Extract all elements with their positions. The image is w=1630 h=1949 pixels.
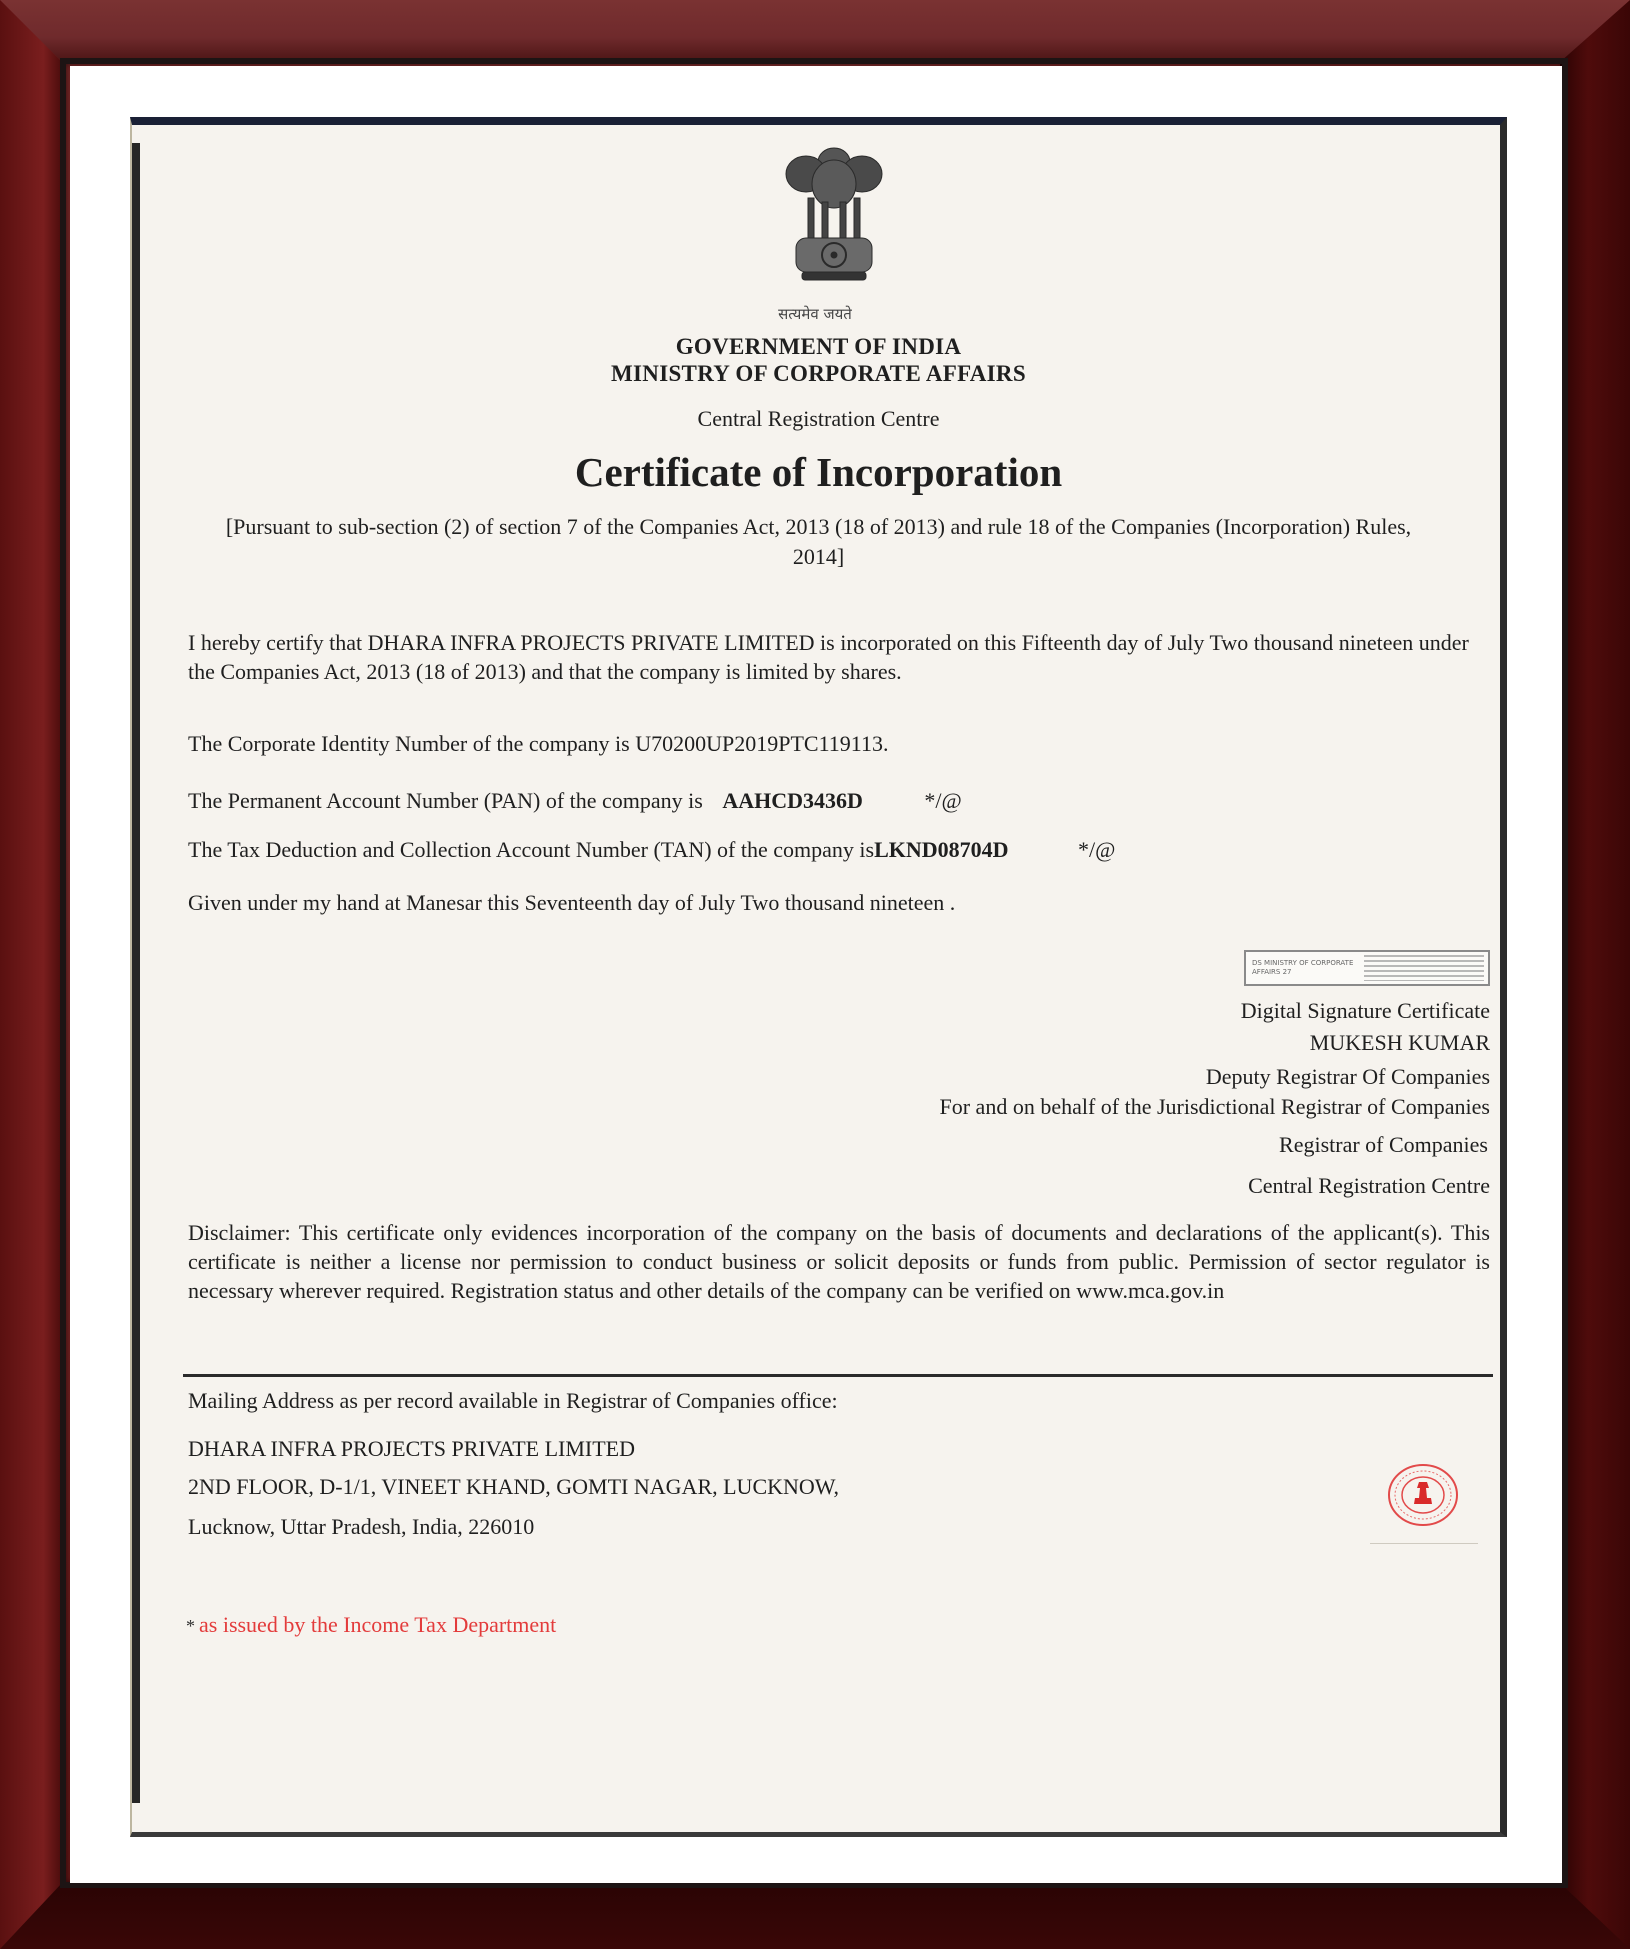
paper-left-bar [132, 143, 140, 1803]
frame-bottom-edge [0, 1883, 1630, 1949]
pan-marker: */@ [924, 788, 962, 813]
signature-details-text [1364, 955, 1484, 981]
seal-underline [1370, 1543, 1478, 1544]
certification-statement: I hereby certify that DHARA INFRA PROJECTS PRIVATE LIMITED is incorporated on this Fifteenth day of July Two thousand nineteen under the Companies Act, 2013 (18 of 2013) and that the company is limited by shares. [188, 630, 1469, 684]
section-divider [183, 1374, 1493, 1377]
digital-signature-box [1244, 950, 1490, 986]
tan-marker: */@ [1078, 837, 1116, 862]
given-statement: Given under my hand at Manesar this Seventeenth day of July Two thousand nineteen . [188, 890, 956, 915]
address-line-2: 2ND FLOOR, D-1/1, VINEET KHAND, GOMTI NAGAR, LUCKNOW, [188, 1474, 840, 1499]
certificate-title: Certificate of Incorporation [574, 449, 1063, 495]
national-emblem-icon [778, 140, 890, 300]
cin-value: U70200UP2019PTC119113. [635, 731, 889, 756]
footnote [186, 1612, 556, 1638]
cin-label: The Corporate Identity Number of the company is [188, 731, 636, 756]
signature-centre: Central Registration Centre [1248, 1173, 1490, 1198]
official-seal-icon [1386, 1462, 1460, 1528]
address-line-3: Lucknow, Uttar Pradesh, India, 226010 [188, 1514, 535, 1539]
signature-certificate-label: Digital Signature Certificate [1240, 998, 1490, 1023]
signature-box-label: DS MINISTRY OF CORPORATE AFFAIRS 27 [1252, 959, 1354, 976]
ministry-heading: MINISTRY OF CORPORATE AFFAIRS [611, 361, 1026, 386]
registrar-label: Registrar of Companies [1279, 1132, 1488, 1157]
disclaimer: Disclaimer: This certificate only evidences incorporation of the company on the basis of documents and declarations of the applicant(s). This certificate is neither a license nor permission to conduct business or solicit deposits or funds from public. Permission of sector regulator is necessary wherever required. Registration status and other details of the company can be verified on www.mca.gov.in [188, 1220, 1490, 1303]
tan-line [188, 835, 1490, 864]
footnote-text: as issued by the Income Tax Department [199, 1612, 557, 1637]
footnote-star: * [186, 1616, 195, 1636]
tan-value: LKND08704D [874, 837, 1009, 862]
motto: सत्यमेव जयते [778, 305, 852, 323]
pan-line [188, 786, 1490, 815]
frame-right-edge [1560, 0, 1630, 1949]
signatory-designation: Deputy Registrar Of Companies [1205, 1064, 1490, 1089]
government-heading: GOVERNMENT OF INDIA [675, 334, 962, 359]
frame-top-edge [0, 0, 1630, 62]
pursuant-clause: [Pursuant to sub-section (2) of section 7 of the Companies Act, 2013 (18 of 2013) and rule 18 of the Companies (Incorporation) Rules, 2014] [225, 514, 1412, 569]
signatory-name: MUKESH KUMAR [1309, 1030, 1490, 1055]
office-name: Central Registration Centre [697, 406, 940, 431]
mailing-address-heading: Mailing Address as per record available in Registrar of Companies office: [188, 1388, 838, 1413]
cin-line [188, 729, 1490, 758]
tan-label: The Tax Deduction and Collection Account Number (TAN) of the company is [188, 837, 875, 862]
address-line-1: DHARA INFRA PROJECTS PRIVATE LIMITED [188, 1436, 635, 1461]
pan-label: The Permanent Account Number (PAN) of the company is [188, 788, 703, 813]
pan-value: AAHCD3436D [722, 788, 863, 813]
signatory-behalf: For and on behalf of the Jurisdictional Registrar of Companies [939, 1094, 1490, 1119]
frame-left-edge [0, 0, 62, 1949]
